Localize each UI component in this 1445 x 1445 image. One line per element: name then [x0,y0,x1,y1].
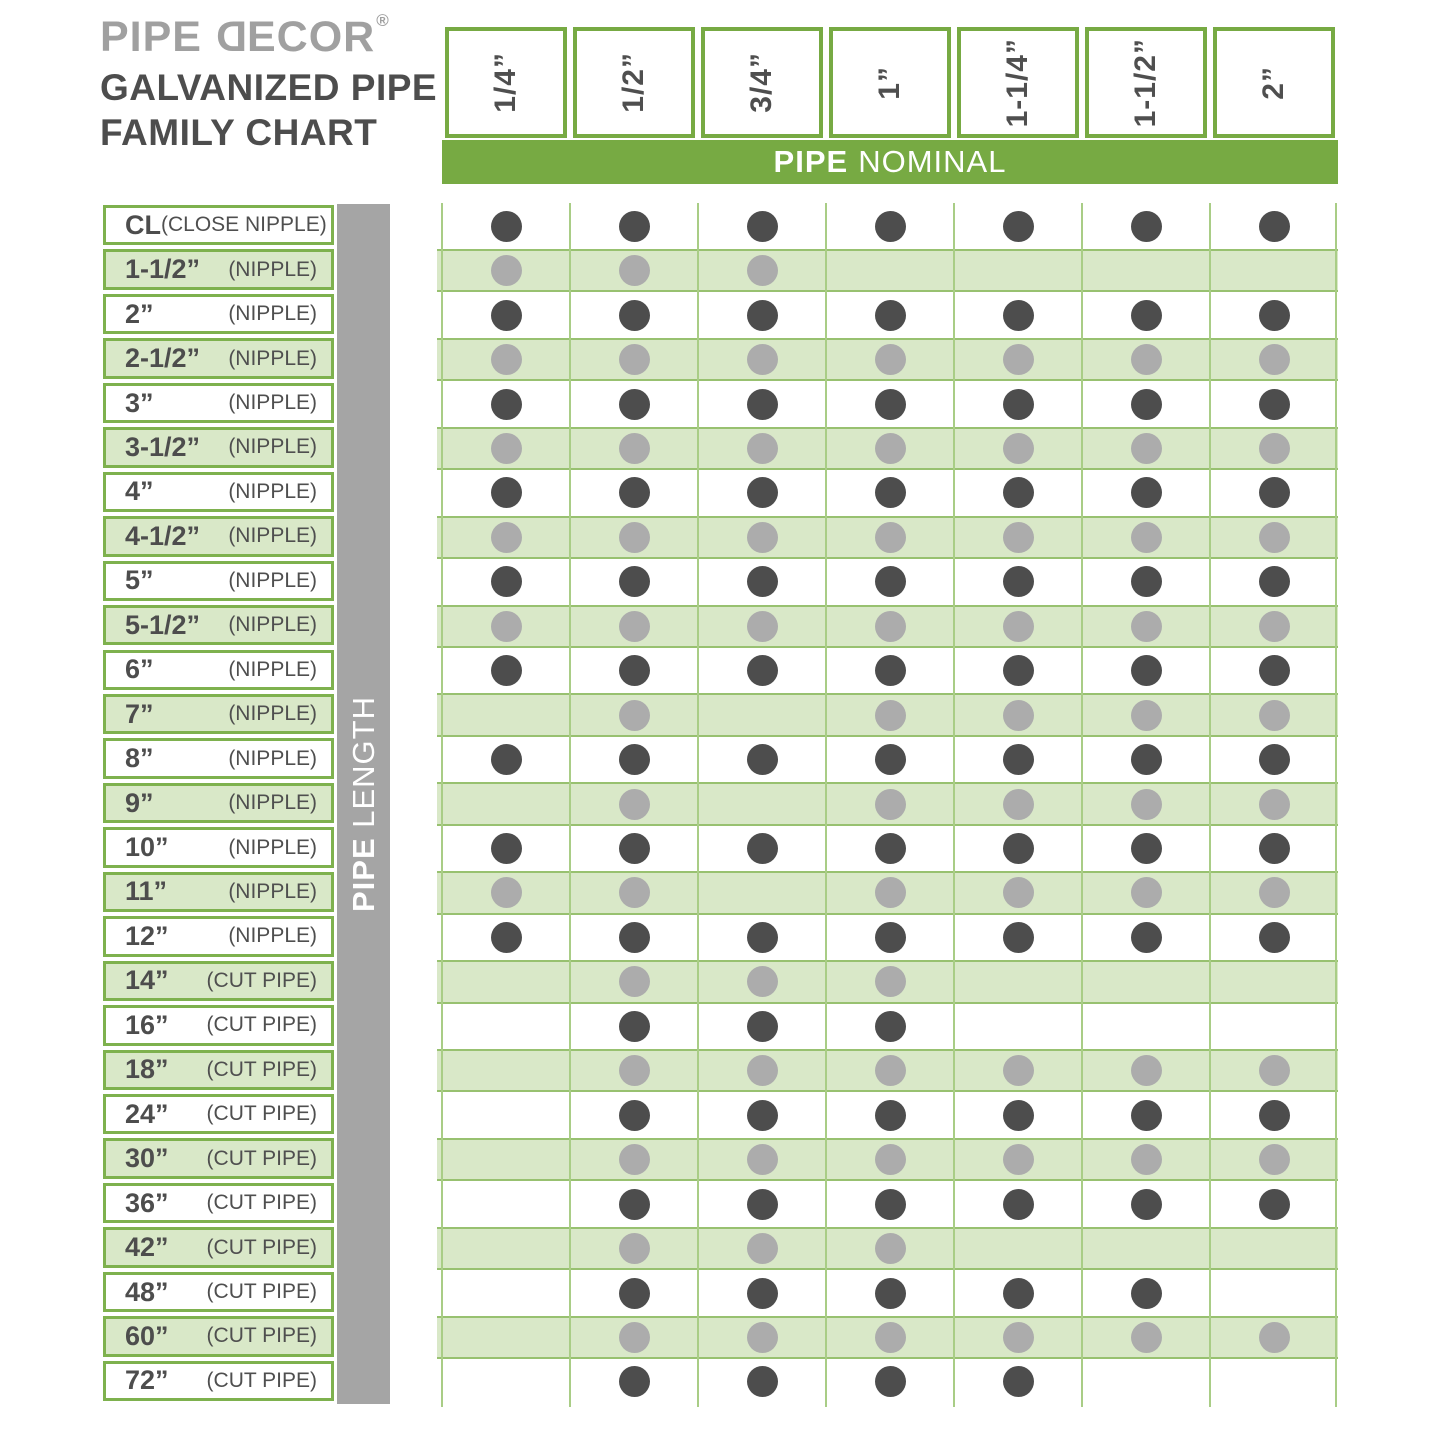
row-label [103,1094,334,1134]
availability-dot [1259,700,1290,731]
availability-dot [619,433,650,464]
availability-dot [1003,1189,1034,1220]
availability-dot [1259,344,1290,375]
availability-dot [1131,611,1162,642]
row-size-label: 36” [125,1187,169,1218]
chart-title-line2: FAMILY CHART [100,112,378,154]
row-label [103,472,334,512]
availability-dot [619,344,650,375]
availability-dot [1131,789,1162,820]
row-size-label: 11” [125,876,168,907]
row-size-label: 4” [125,476,154,507]
availability-dot [747,344,778,375]
availability-dot [1259,1100,1290,1131]
availability-dot [491,522,522,553]
pipe-length-label-bold: PIPE [345,827,381,912]
grid-line [697,203,699,1407]
row-size-label: 14” [125,965,169,996]
row-label [103,1005,334,1045]
availability-dot [1259,789,1290,820]
grid-line [953,203,955,1407]
row-kind-label: (CUT PIPE) [206,1146,317,1170]
row-size-label: 3-1/2” [125,431,201,462]
availability-dot [875,1233,906,1264]
availability-dot [747,744,778,775]
availability-dot [1259,389,1290,420]
row-label [103,738,334,778]
row-size-label: 18” [125,1054,169,1085]
row-kind-label: (NIPPLE) [228,568,317,592]
availability-dot [491,833,522,864]
availability-dot [619,744,650,775]
availability-dot [1003,1278,1034,1309]
row-kind-label: (CUT PIPE) [206,1235,317,1259]
row-label [103,383,334,423]
column-header-6 [1085,27,1207,138]
row-kind-label: (CUT PIPE) [206,1280,317,1304]
availability-dot [875,1011,906,1042]
row-kind-label: (NIPPLE) [228,657,317,681]
availability-dot [875,211,906,242]
column-header-5 [957,27,1079,138]
availability-dot [747,255,778,286]
availability-dot [875,1189,906,1220]
column-header-label: 1” [873,65,906,100]
availability-dot [619,300,650,331]
availability-dot [1003,922,1034,953]
grid-line [441,203,443,1407]
availability-dot [747,1278,778,1309]
row-size-label: 5” [125,565,154,596]
availability-dot [619,1011,650,1042]
availability-dot [747,833,778,864]
availability-dot [1131,1278,1162,1309]
row-size-label: 30” [125,1143,169,1174]
availability-dot [1131,833,1162,864]
row-size-label: 60” [125,1320,169,1351]
row-kind-label: (NIPPLE) [228,746,317,770]
availability-dot [875,789,906,820]
availability-dot [1131,922,1162,953]
availability-dot [491,389,522,420]
availability-dot [1131,877,1162,908]
row-label [103,605,334,645]
availability-dot [619,877,650,908]
row-kind-label: (CUT PIPE) [206,1102,317,1126]
row-label [103,1361,334,1401]
column-header-2 [573,27,695,138]
row-kind-label: (NIPPLE) [228,346,317,370]
row-label [103,694,334,734]
row-label [103,1183,334,1223]
availability-dot [747,1100,778,1131]
availability-dot [747,477,778,508]
availability-dot [1131,655,1162,686]
grid-line [1335,203,1337,1407]
row-size-label: 10” [125,832,169,863]
availability-dot [875,566,906,597]
availability-dot [619,1322,650,1353]
availability-dot [1259,477,1290,508]
chart-title [100,65,437,155]
availability-dot [619,1278,650,1309]
availability-dot [491,611,522,642]
row-kind-label: (NIPPLE) [228,435,317,459]
pipe-nominal-label-bold: PIPE [773,144,849,179]
availability-dot [619,1189,650,1220]
column-header-4 [829,27,951,138]
availability-dot [747,655,778,686]
availability-dot [491,744,522,775]
column-header-label: 1/4” [489,52,522,113]
availability-dot [1259,1189,1290,1220]
availability-dot [1259,300,1290,331]
availability-dot [1003,700,1034,731]
availability-dot [875,1322,906,1353]
availability-dot [619,1100,650,1131]
availability-dot [1003,1366,1034,1397]
availability-dot [1131,1144,1162,1175]
availability-dot [875,1100,906,1131]
availability-dot [875,1278,906,1309]
availability-dot [491,211,522,242]
availability-dot [1131,1100,1162,1131]
availability-dot [491,300,522,331]
availability-dot [747,389,778,420]
row-size-label: 12” [125,920,169,951]
availability-dot [875,700,906,731]
availability-dot [1131,566,1162,597]
brand-block [100,11,438,155]
row-label [103,294,334,334]
registered-mark-icon: ® [376,11,390,30]
availability-dot [619,255,650,286]
row-size-label: 2-1/2” [125,343,201,374]
row-size-label: 8” [125,743,154,774]
availability-dot [1131,522,1162,553]
row-kind-label: (CUT PIPE) [206,968,317,992]
availability-dot [747,922,778,953]
availability-dot [1003,300,1034,331]
availability-dot [1131,433,1162,464]
availability-dot [1259,744,1290,775]
availability-dot [1003,1055,1034,1086]
availability-dot [491,655,522,686]
availability-dot [875,477,906,508]
availability-dot [747,611,778,642]
row-size-label: 4-1/2” [125,520,201,551]
row-label [103,516,334,556]
row-label [103,561,334,601]
availability-dot [491,344,522,375]
row-label [103,872,334,912]
row-kind-label: (NIPPLE) [228,524,317,548]
availability-dot [875,1055,906,1086]
row-kind-label: (NIPPLE) [228,613,317,637]
logo-text-post: ECOR [247,13,376,61]
availability-dot [1003,433,1034,464]
row-size-label: 42” [125,1232,169,1263]
availability-dot [1003,1144,1034,1175]
column-header-label: 1/2” [617,52,650,113]
availability-dot [875,966,906,997]
availability-dot [619,789,650,820]
availability-dot [1003,833,1034,864]
pipe-length-label-rest: LENGTH [345,695,381,828]
row-kind-label: (CUT PIPE) [206,1013,317,1037]
availability-dot [1131,700,1162,731]
availability-dot [1003,477,1034,508]
availability-dot [1259,211,1290,242]
availability-dot [875,389,906,420]
availability-dot [1131,477,1162,508]
availability-dot [619,1144,650,1175]
column-header-3 [701,27,823,138]
row-kind-label: (NIPPLE) [228,791,317,815]
row-kind-label: (NIPPLE) [228,479,317,503]
availability-dot [619,700,650,731]
availability-dot [1259,877,1290,908]
column-header-label: 3/4” [745,52,778,113]
availability-dot [875,922,906,953]
availability-dot [619,389,650,420]
row-size-label: 48” [125,1276,169,1307]
availability-dot [875,300,906,331]
row-kind-label: (CUT PIPE) [206,1324,317,1348]
availability-dot [1003,344,1034,375]
row-label [103,427,334,467]
row-size-label: 7” [125,698,154,729]
availability-dot [1003,1322,1034,1353]
availability-dot [875,522,906,553]
availability-dot [619,966,650,997]
row-size-label: 2” [125,298,154,329]
availability-dot [875,877,906,908]
row-kind-label: (CUT PIPE) [206,1191,317,1215]
row-label [103,961,334,1001]
logo-text-pre: PIPE [100,13,215,61]
row-label [103,1227,334,1267]
row-size-label: 6” [125,654,154,685]
column-header-label: 1-1/2” [1129,37,1162,128]
availability-dot [747,1322,778,1353]
availability-dot [1003,877,1034,908]
availability-dot [1259,1144,1290,1175]
row-label [103,205,334,245]
availability-dot [747,1233,778,1264]
availability-dot [1131,300,1162,331]
availability-dot [1003,611,1034,642]
availability-dot [1131,389,1162,420]
availability-dot [619,1055,650,1086]
availability-dot [1131,744,1162,775]
grid-line [1081,203,1083,1407]
availability-dot [491,877,522,908]
row-size-label: 9” [125,787,154,818]
availability-dot [747,1366,778,1397]
row-stripe [437,249,1338,292]
availability-dot [1259,522,1290,553]
availability-dot [1003,566,1034,597]
availability-dot [1131,344,1162,375]
row-label [103,827,334,867]
availability-dot [619,1366,650,1397]
availability-dot [619,477,650,508]
availability-dot [747,566,778,597]
availability-dot [875,833,906,864]
column-header-7 [1213,27,1335,138]
availability-dot [619,611,650,642]
availability-dot [619,522,650,553]
row-label [103,1138,334,1178]
availability-dot [491,433,522,464]
availability-dot [619,1233,650,1264]
availability-dot [875,655,906,686]
grid-line [569,203,571,1407]
availability-dot [1259,922,1290,953]
availability-dot [1259,611,1290,642]
row-kind-label: (NIPPLE) [228,391,317,415]
grid-line [825,203,827,1407]
pipe-length-label [346,696,382,912]
row-kind-label: (NIPPLE) [228,257,317,281]
row-size-label: 5-1/2” [125,609,201,640]
availability-dot [619,211,650,242]
row-label [103,916,334,956]
availability-dot [491,922,522,953]
row-kind-label: (CLOSE NIPPLE) [161,213,327,237]
availability-dot [1259,833,1290,864]
chart-title-line1: GALVANIZED PIPE [100,67,438,109]
row-kind-label: (NIPPLE) [228,879,317,903]
availability-dot [747,522,778,553]
availability-dot [747,433,778,464]
row-size-label: 1-1/2” [125,254,201,285]
availability-dot [1003,522,1034,553]
logo-flipped-d: D [214,13,247,61]
row-label [103,338,334,378]
availability-dot [875,1366,906,1397]
availability-dot [1259,566,1290,597]
availability-dot [875,1144,906,1175]
availability-dot [875,611,906,642]
row-kind-label: (CUT PIPE) [206,1368,317,1392]
availability-dot [747,211,778,242]
availability-dot [619,566,650,597]
availability-dot [1131,1189,1162,1220]
availability-dot [1003,744,1034,775]
availability-dot [1131,211,1162,242]
availability-dot [747,1055,778,1086]
row-label [103,1272,334,1312]
availability-dot [491,566,522,597]
column-header-1 [445,27,567,138]
availability-dot [1259,433,1290,464]
row-label [103,249,334,289]
row-kind-label: (NIPPLE) [228,302,317,326]
row-label [103,650,334,690]
availability-dot [619,655,650,686]
availability-dot [1131,1055,1162,1086]
availability-dot [1259,1055,1290,1086]
availability-dot [1003,211,1034,242]
availability-dot [747,1011,778,1042]
availability-dot [619,922,650,953]
row-kind-label: (NIPPLE) [228,924,317,948]
row-size-label: 24” [125,1098,169,1129]
row-kind-label: (CUT PIPE) [206,1057,317,1081]
column-header-label: 1-1/4” [1001,37,1034,128]
row-size-label: 72” [125,1365,169,1396]
row-size-label: 16” [125,1009,169,1040]
grid-line [1209,203,1211,1407]
row-label [103,1050,334,1090]
availability-dot [1003,655,1034,686]
availability-dot [747,1144,778,1175]
availability-dot [875,433,906,464]
availability-dot [1003,789,1034,820]
availability-dot [491,477,522,508]
availability-dot [875,744,906,775]
row-kind-label: (NIPPLE) [228,835,317,859]
pipe-nominal-label-rest: NOMINAL [858,144,1007,179]
availability-dot [747,1189,778,1220]
availability-dot [1003,1100,1034,1131]
availability-dot [491,255,522,286]
row-label [103,1316,334,1356]
availability-dot [747,300,778,331]
column-header-label: 2” [1257,65,1290,100]
row-size-label: CL [125,209,161,240]
row-label [103,783,334,823]
availability-dot [1131,1322,1162,1353]
brand-logo [100,11,437,61]
pipe-length-bar [337,204,390,1404]
availability-dot [1259,1322,1290,1353]
row-kind-label: (NIPPLE) [228,702,317,726]
availability-dot [747,966,778,997]
availability-dot [1003,389,1034,420]
availability-dot [619,833,650,864]
availability-dot [1259,655,1290,686]
availability-dot [875,344,906,375]
row-size-label: 3” [125,387,154,418]
pipe-nominal-bar [442,140,1338,184]
